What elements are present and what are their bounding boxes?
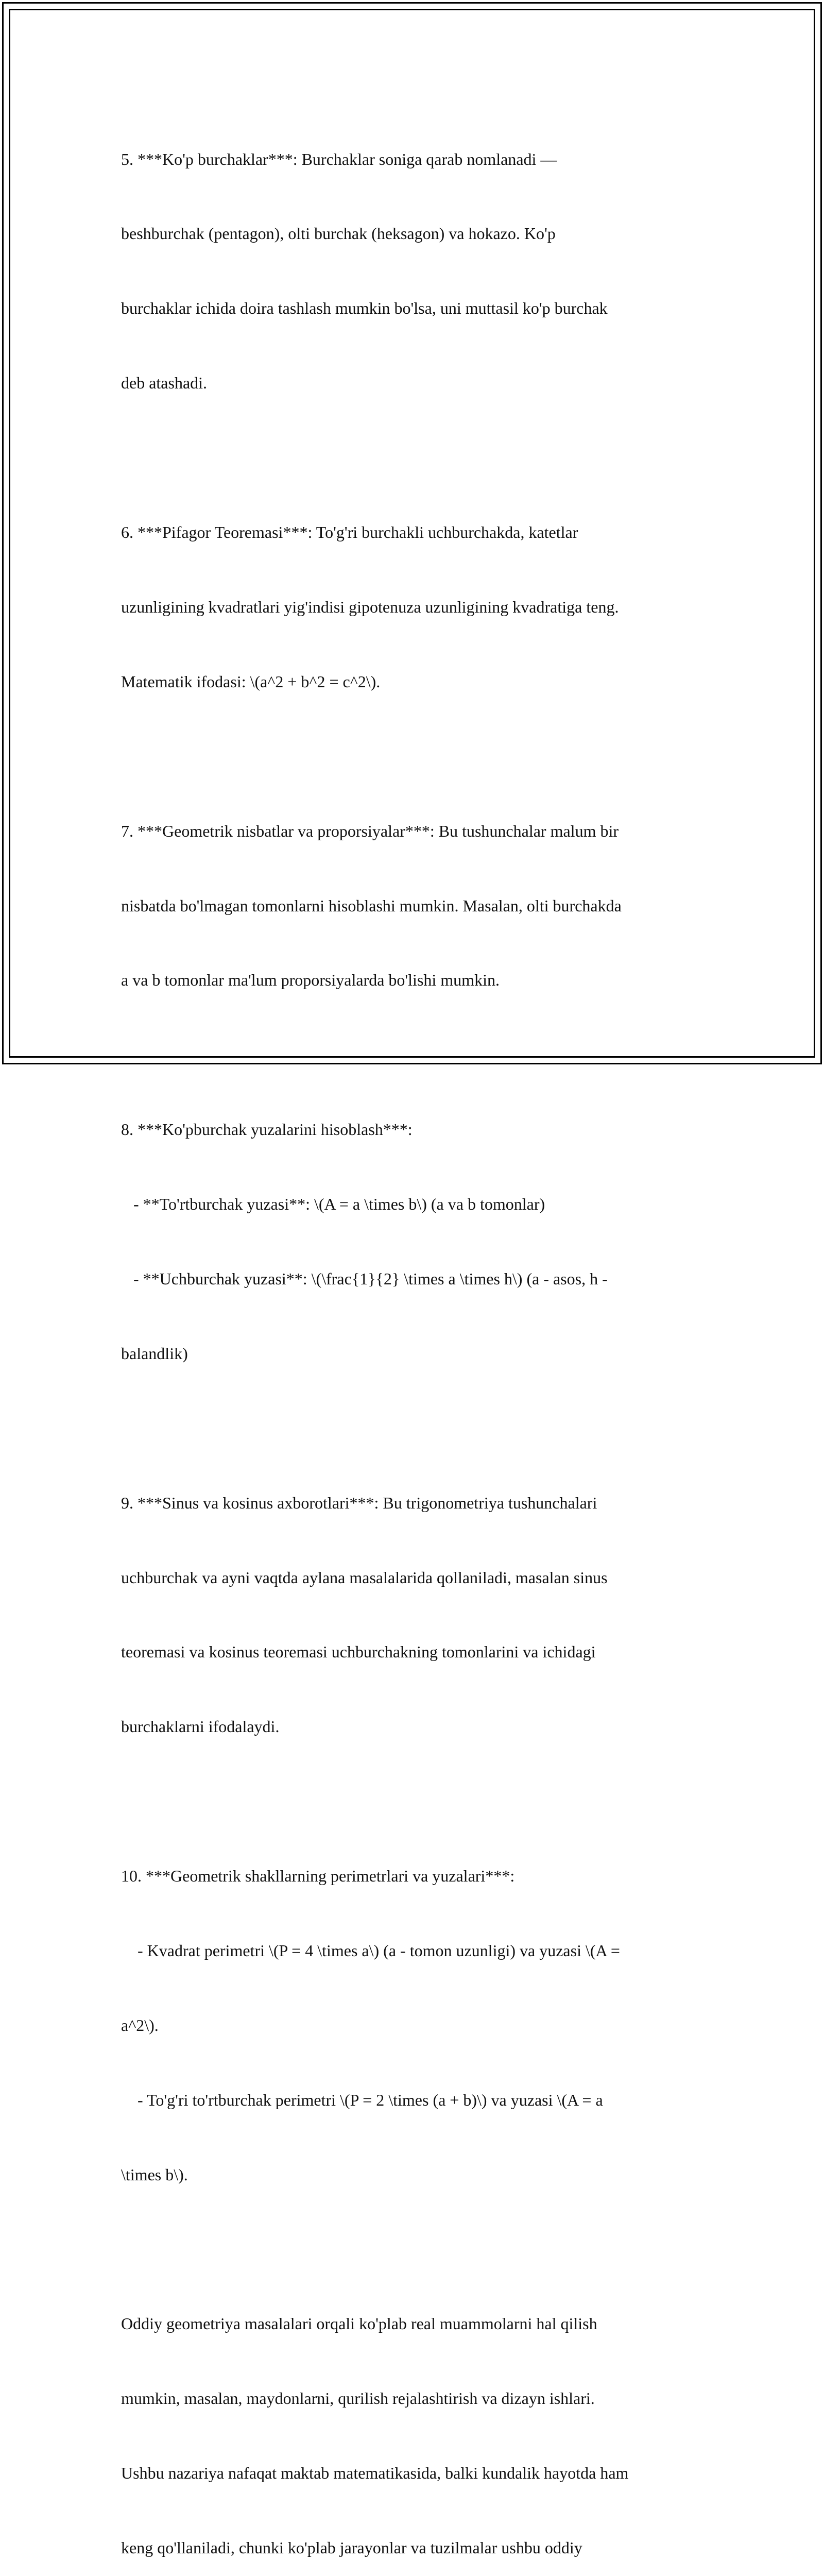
text-line: 5. ***Ko'p burchaklar***: Burchaklar soniga qarab nomlanadi — xyxy=(121,149,557,168)
text-line: - **To'rtburchak yuzasi**: \(A = a \times b\) (a va b tomonlar) xyxy=(121,1195,545,1214)
text-line: deb atashadi. xyxy=(121,374,208,393)
text-line: Matematik ifodasi: \(a^2 + b^2 = c^2\). xyxy=(121,672,381,691)
text-line: mumkin, masalan, maydonlarni, qurilish rejalashtirish va dizayn ishlari. xyxy=(121,2389,595,2408)
document-body xyxy=(121,97,713,2576)
paragraph-geometric-ratios xyxy=(121,769,713,1042)
text-line: balandlik) xyxy=(121,1344,188,1363)
text-line: burchaklarni ifodalaydi. xyxy=(121,1717,280,1736)
text-line: a^2\). xyxy=(121,2015,159,2035)
text-line: uchburchak va ayni vaqtda aylana masalalarida qollaniladi, masalan sinus xyxy=(121,1568,608,1587)
paragraph-perimeters-areas xyxy=(121,1814,713,2236)
text-line: a va b tomonlar ma'lum proporsiyalarda bo'lishi mumkin. xyxy=(121,971,500,990)
text-line: 10. ***Geometrik shakllarning perimetrlari va yuzalari***: xyxy=(121,1867,515,1886)
paragraph-sine-cosine xyxy=(121,1440,713,1789)
text-line: \times b\). xyxy=(121,2165,188,2184)
text-line: beshburchak (pentagon), olti burchak (heksagon) va hokazo. Ko'p xyxy=(121,224,556,243)
paragraph-conclusion xyxy=(121,2262,713,2576)
text-line: uzunligining kvadratlari yig'indisi gipotenuza uzunligining kvadratiga teng. xyxy=(121,597,619,616)
text-line: 9. ***Sinus va kosinus axborotlari***: Bu trigonometriya tushunchalari xyxy=(121,1493,597,1512)
text-line: - Kvadrat perimetri \(P = 4 \times a\) (a - tomon uzunligi) va yuzasi \(A = xyxy=(121,1941,620,1960)
text-line: - **Uchburchak yuzasi**: \(\frac{1}{2} \times a \times h\) (a - asos, h - xyxy=(121,1269,608,1288)
text-line: 7. ***Geometrik nisbatlar va proporsiyalar***: Bu tushunchalar malum bir xyxy=(121,821,619,840)
text-line: 6. ***Pifagor Teoremasi***: To'g'ri burchakli uchburchakda, katetlar xyxy=(121,523,578,542)
text-line: Ushbu nazariya nafaqat maktab matematikasida, balki kundalik hayotda ham xyxy=(121,2464,629,2483)
paragraph-pythagorean-theorem xyxy=(121,470,713,743)
text-line: teoremasi va kosinus teoremasi uchburchakning tomonlarini va ichidagi xyxy=(121,1642,596,1662)
text-line: 8. ***Ko'pburchak yuzalarini hisoblash***: xyxy=(121,1120,413,1139)
text-line: burchaklar ichida doira tashlash mumkin bo'lsa, uni muttasil ko'p burchak xyxy=(121,299,608,318)
text-line: keng qo'llaniladi, chunki ko'plab jarayonlar va tuzilmalar ushbu oddiy xyxy=(121,2538,582,2557)
text-line: nisbatda bo'lmagan tomonlarni hisoblashi mumkin. Masalan, olti burchakda xyxy=(121,896,622,915)
paragraph-polygons xyxy=(121,97,713,445)
text-line: Oddiy geometriya masalalari orqali ko'plab real muammolarni hal qilish xyxy=(121,2314,597,2333)
text-line: - To'g'ri to'rtburchak perimetri \(P = 2 \times (a + b)\) va yuzasi \(A = a xyxy=(121,2090,603,2109)
paragraph-polygon-areas xyxy=(121,1067,713,1416)
